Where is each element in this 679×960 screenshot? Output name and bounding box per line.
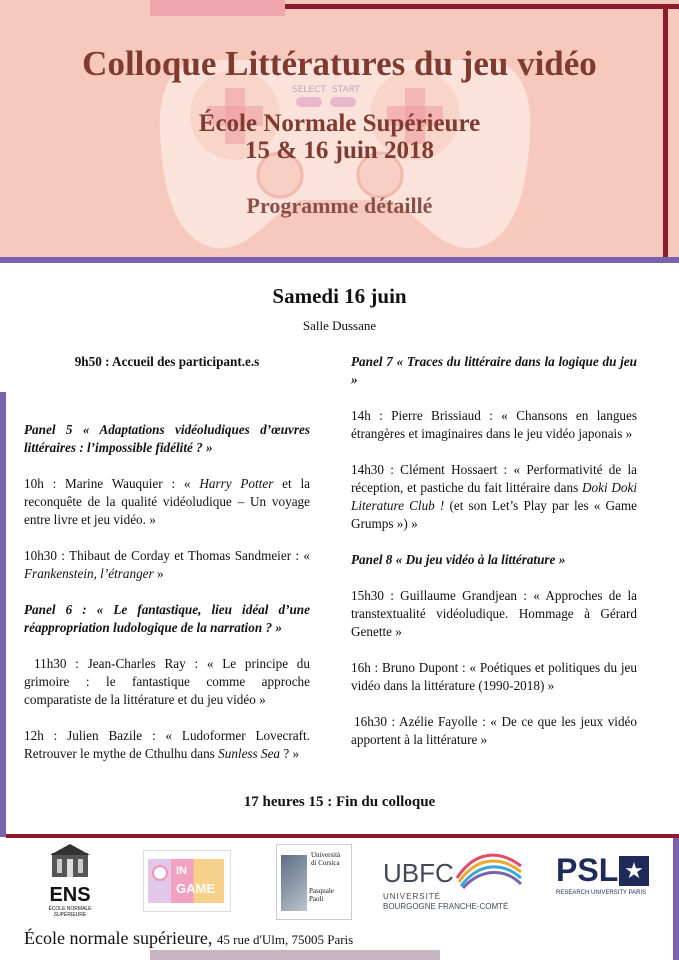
footer-address xyxy=(24,928,353,949)
panel-7-heading: Panel 7 « Traces du littéraire dans la logique du jeu » xyxy=(351,354,637,387)
ubfc-logo-line2: BOURGOGNE FRANCHE-COMTÉ xyxy=(383,902,509,911)
universita-di-corsica-logo xyxy=(276,844,352,920)
talk-12h: 12h : Julien Bazile : « Ludoformer Lovecraft. Retrouver le mythe de Cthulhu dans Sunless Sea ? » xyxy=(24,728,310,761)
ubfc-logo-text: UBFC xyxy=(383,858,454,888)
talk-11h30: 11h30 : Jean-Charles Ray : « Le principe du grimoire : le fantastique comme approche comparatiste de la littérature et du jeu vidéo » xyxy=(24,656,310,707)
select-label: SELECT xyxy=(292,85,326,95)
ingame-logo xyxy=(143,850,231,912)
corsica-logo-line1: Università xyxy=(311,851,341,859)
venue-title: École Normale Supérieure xyxy=(198,110,481,137)
ens-logo-line1: ÉCOLE NORMALE xyxy=(48,906,92,912)
ingame-logo-line1: IN xyxy=(176,865,187,877)
ens-logo-text: ENS xyxy=(49,884,91,906)
event-dates: 15 & 16 juin 2018 xyxy=(245,137,434,164)
ingame-logo-line2: GAME xyxy=(176,881,215,896)
talk-14h: 14h : Pierre Brissiaud : « Chansons en langues étrangères et imaginaires dans le jeu vidéo japonais » xyxy=(351,408,637,441)
ubfc-swirl-icon xyxy=(455,848,523,890)
talk-10h30: 10h30 : Thibaut de Corday et Thomas Sandmeier : « Frankenstein, l’étranger » xyxy=(24,548,310,581)
talk-16h: 16h : Bruno Dupont : « Poétiques et politiques du jeu vidéo dans la littérature (1990-2018) » xyxy=(351,660,637,693)
panel-8-heading: Panel 8 « Du jeu vidéo à la littérature » xyxy=(351,552,566,567)
welcome-item: 9h50 : Accueil des participant.e.s xyxy=(74,354,260,369)
talk-15h30: 15h30 : Guillaume Grandjean : « Approches de la transtextualité vidéoludique. Hommage à Gérard Genette » xyxy=(351,588,637,639)
star-icon: ★ xyxy=(619,856,649,886)
closing-note: 17 heures 15 : Fin du colloque xyxy=(243,794,436,810)
start-label: START xyxy=(332,85,360,95)
talk-16h30: 16h30 : Azélie Fayolle : « De ce que les jeux vidéo apportent à la littérature » xyxy=(351,714,637,747)
programme-heading: Programme détaillé xyxy=(246,193,433,218)
frame-line-purple-right xyxy=(673,838,679,960)
ens-building-icon xyxy=(48,843,92,879)
corsica-logo-line2: di Corsica xyxy=(311,859,340,867)
right-column xyxy=(351,353,637,749)
frame-line-top xyxy=(285,4,679,9)
ens-logo-line2: SUPÉRIEURE xyxy=(53,912,87,918)
psl-logo-text: PSL xyxy=(556,852,619,888)
ubfc-logo-line1: UNIVERSITÉ xyxy=(383,892,442,901)
frame-line-purple-top xyxy=(0,257,679,263)
footer-institution: École normale supérieure, xyxy=(24,928,213,948)
frame-line-bottom xyxy=(6,834,679,838)
corsica-logo-line4: Paoli xyxy=(309,895,324,903)
event-title: Colloque Littératures du jeu vidéo xyxy=(82,44,597,83)
talk-10h: 10h : Marine Wauquier : « Harry Potter et la reconquête de la qualité vidéoludique – Un voyage entre livre et jeu vidéo. » xyxy=(24,476,310,527)
psl-logo-tagline: RESEARCH UNIVERSITY PARIS xyxy=(556,890,647,896)
panel-6-heading: Panel 6 : « Le fantastique, lieu idéal d’une réappropriation ludologique de la narration ? » xyxy=(24,602,310,635)
psl-logo xyxy=(556,852,654,902)
day-title: Samedi 16 juin xyxy=(272,284,407,308)
panel-5-heading: Panel 5 « Adaptations vidéoludiques d’œuvres littéraires : l’impossible fidélité ? » xyxy=(24,422,310,455)
footer-street-address: 45 rue d'Ulm, 75005 Paris xyxy=(216,932,354,947)
frame-line-purple-left xyxy=(0,392,6,837)
corsica-logo-line3: Pasquale xyxy=(309,887,334,895)
room-name: Salle Dussane xyxy=(302,318,377,333)
ubfc-logo xyxy=(383,848,523,918)
ens-logo xyxy=(40,843,100,923)
talk-14h30: 14h30 : Clément Hossaert : « Performativité de la réception, et pastiche du fait littéraire dans Doki Doki Literature Club ! (et son Let’s Play par les « Game Grumps ») » xyxy=(351,462,637,531)
top-accent-bar xyxy=(150,0,285,16)
bottom-accent-bar xyxy=(150,950,440,960)
left-column xyxy=(24,353,310,763)
